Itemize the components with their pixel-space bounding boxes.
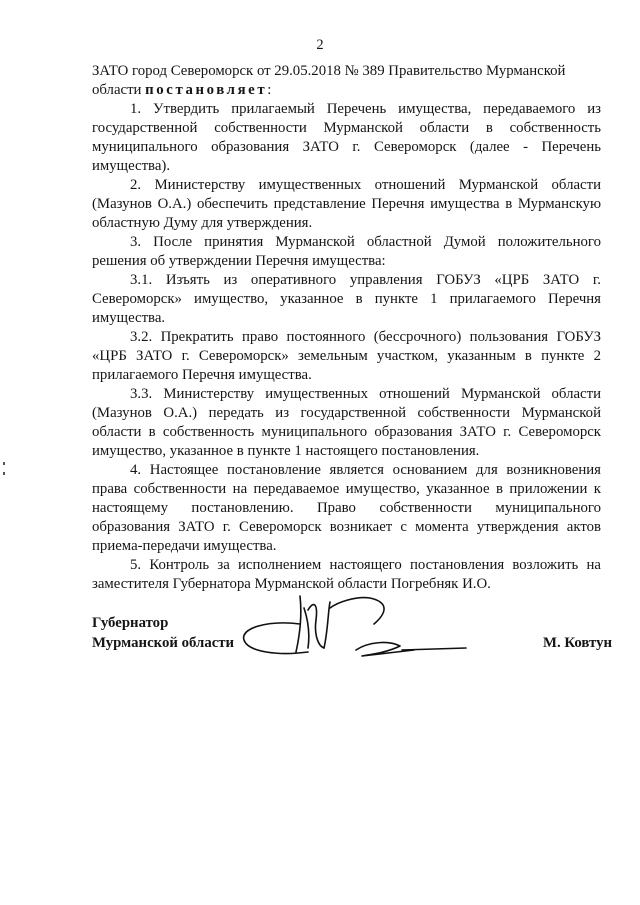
page-number: 2 [316,37,324,53]
signer-name: М. Ковтун [542,635,612,651]
resolution-word: постановляет [145,82,268,98]
signer-title-line-2: Мурманской области [92,635,235,651]
intro-line-1: ЗАТО город Североморск от 29.05.2018 № 389 Правительство Мурманской [92,63,566,79]
document-body [92,62,601,594]
signature-block [92,613,612,673]
margin-mark [3,462,5,465]
margin-mark [3,472,5,475]
item-5: 5. Контроль за исполнением настоящего постановления возложить на заместителя Губернатора Мурманской области Погребняк И.О. [92,557,601,592]
item-4: 4. Настоящее постановление является основанием для возникновения права собственности на передаваемое имущество, указанное в приложении к настоящему постановлению. Право собственности муниципального образования ЗАТО г. Североморск возникает с момента утверждения актов приема-передачи имущества. [92,462,601,554]
signer-title-line-1: Губернатор [92,615,169,631]
item-3-2: 3.2. Прекратить право постоянного (бессрочного) пользования ГОБУЗ «ЦРБ ЗАТО г. Североморск» земельным участком, указанным в пункте 2 прилагаемого Перечня имущества. [92,329,601,383]
intro-line-2-prefix: области [92,82,146,98]
item-3-1: 3.1. Изъять из оперативного управления ГОБУЗ «ЦРБ ЗАТО г. Североморск» имущество, указанное в пункте 1 прилагаемого Перечня имущества. [92,272,601,326]
item-2: 2. Министерству имущественных отношений Мурманской области (Мазунов О.А.) обеспечить представление Перечня имущества в Мурманскую областную Думу для утверждения. [92,177,601,231]
item-3: 3. После принятия Мурманской областной Думой положительного решения об утверждении Перечня имущества: [92,234,601,269]
intro-paragraph [92,62,601,100]
item-3-3: 3.3. Министерству имущественных отношений Мурманской области (Мазунов О.А.) передать из государственной собственности Мурманской области в собственность муниципального образования ЗАТО г. Североморск имущество, указанное в пункте 1 настоящего постановления. [92,386,601,459]
intro-line-2-suffix: : [267,82,272,98]
item-1: 1. Утвердить прилагаемый Перечень имущества, передаваемого из государственной собственности Мурманской области в собственность муниципального образования ЗАТО г. Североморск (далее - Перечень имущества). [92,101,601,174]
